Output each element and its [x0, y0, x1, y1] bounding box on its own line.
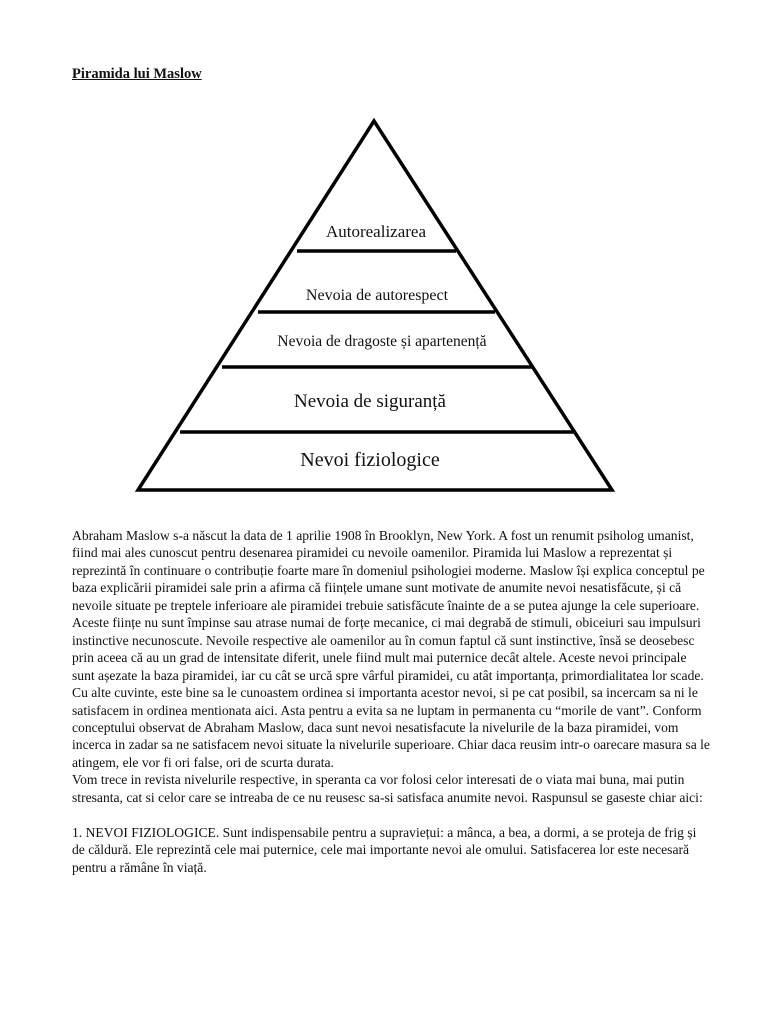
- paragraph-spacer: [72, 806, 712, 823]
- paragraph: Abraham Maslow s-a născut la data de 1 aprilie 1908 în Brooklyn, New York. A fost un renumit psiholog umanist, fiind mai ales cunoscut pentru desenarea piramidei cu nevoile oamenilor. Piramida lui Maslow a reprezentat și reprezintă în continuare o contribuție foarte mare în domeniul psihologiei moderne. Maslow își explica conceptul pe baza explicării piramidei sale prin a afirma că ființele umane sunt motivate de anumite nevoi nesatisfăcute, și că nevoile situate pe treptele inferioare ale piramidei trebuie satisfăcute înainte de a se putea ajunge la cele superioare. Aceste ființe nu sunt împinse sau atrase numai de forțe mecanice, ci mai degrabă de stimuli, obiceiuri sau impulsuri instinctive necunoscute. Nevoile respective ale oamenilor au în comun faptul că sunt instinctive, însă se deosebesc prin aceea că au un grad de intensitate diferit, unele fiind mult mai puternice decât altele. Aceste nevoi principale sunt așezate la baza piramidei, iar cu cât se urcă spre vârful piramidei, cu atât importanța, primordialitatea lor scade. Cu alte cuvinte, este bine sa le cunoastem ordinea si importanta acestor nevoi, si pe cat posibil, sa incercam sa ni le satisfacem in ordinea mentionata aici. Asta pentru a evita sa ne luptam in permanenta cu “morile de vant”. Conform conceptului observat de Abraham Maslow, daca sunt nevoi nesatisfacute la nivelurile de la baza piramidei, vom incerca in zadar sa ne satisfacem nevoi situate la nivelurile superioare. Chiar daca reusim intr-o oarecare masura sa le atingem, ele vor fi ori false, ori de scurta durata.: [72, 528, 710, 770]
- page-title: Piramida lui Maslow: [72, 66, 202, 82]
- paragraph: 1. NEVOI FIZIOLOGICE. Sunt indispensabile pentru a supraviețui: a mânca, a bea, a dormi, a se proteja de frig și de căldură. Ele reprezintă cele mai puternice, cele mai importante nevoi ale omului. Satisfacerea lor este necesară pentru a rămâne în viață.: [72, 824, 697, 875]
- pyramid-level-label: Nevoi fiziologice: [300, 449, 440, 471]
- pyramid-level-label: Nevoia de siguranță: [294, 391, 446, 412]
- pyramid-level-label: Nevoia de autorespect: [305, 287, 449, 304]
- maslow-pyramid-diagram: [0, 0, 768, 500]
- pyramid-level-label: Nevoia de dragoste și apartenență: [277, 333, 487, 350]
- paragraph: Vom trece in revista nivelurile respective, in speranta ca vor folosi celor interesati de o viata mai buna, mai putin stresanta, cat si celor care se intreaba de ce nu reusesc sa-si satisfaca anumite nevoi. Raspunsul se gaseste chiar aici:: [72, 772, 703, 805]
- body-text: [72, 527, 712, 876]
- pyramid-outline: [138, 121, 612, 490]
- pyramid-level-label: Autorealizarea: [325, 222, 427, 241]
